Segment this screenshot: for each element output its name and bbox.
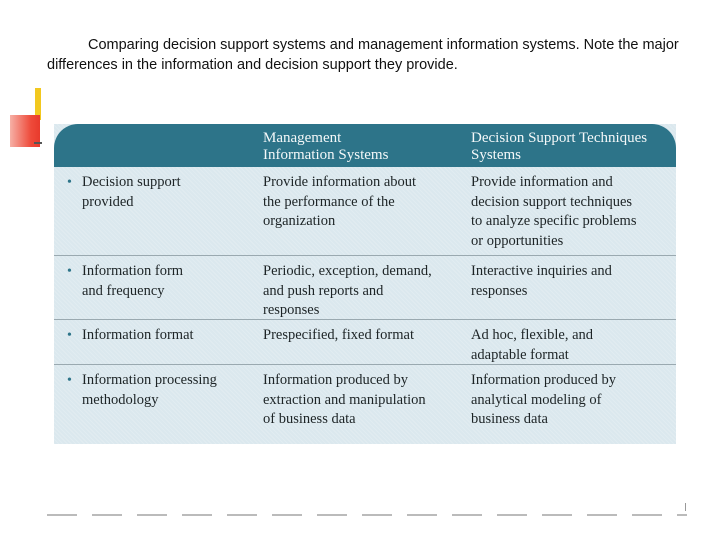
bullet-icon: • [67,328,72,343]
header-dss-line-1: Decision Support Techniques [471,130,648,146]
row-dss-cell [471,326,671,365]
row-mis-cell [263,262,463,321]
text-line: organization [263,213,336,229]
text-line: or opportunities [471,232,564,249]
table-row [54,167,676,256]
text-line: decision support techniques [471,193,633,210]
text-line: Information processing [82,372,217,388]
decor-dash [34,142,42,144]
row-label [82,371,257,410]
text-line: extraction and manipulation [263,391,426,408]
text-line: business data [471,411,548,427]
text-line: Information produced by [471,372,616,388]
text-line: Information format [82,327,194,343]
row-mis-cell [263,173,463,232]
row-dss-cell [471,371,671,430]
text-line: Periodic, exception, demand, [263,263,432,279]
table-row [54,256,676,320]
comparison-table [54,124,676,444]
text-line: and frequency [82,282,165,299]
text-line: Information form [82,263,184,279]
text-line: Interactive inquiries and [471,263,612,279]
text-line: Provide information about [263,174,417,190]
text-line: analytical modeling of [471,391,602,408]
header-dss [471,130,671,164]
text-line: responses [263,302,320,318]
row-mis-cell [263,371,463,430]
text-line: of business data [263,411,356,427]
text-line: to analyze specific problems [471,213,637,229]
row-dss-cell [471,262,671,301]
footer-tick [685,503,686,511]
footer-divider [47,514,687,516]
bullet-icon: • [67,373,72,388]
text-line: adaptable format [471,346,569,363]
header-dss-line-2: Systems [471,147,522,163]
header-mis-line-1: Management [263,130,342,146]
table-row [54,320,676,365]
bullet-icon: • [67,264,72,279]
text-line: Ad hoc, flexible, and [471,327,594,343]
text-line: and push reports and [263,282,384,299]
figure-caption: Comparing decision support systems and management information systems. Note the major differences in the information and decision support they provide. [47,37,679,73]
text-line: Information produced by [263,372,408,388]
text-line: the performance of the [263,193,395,210]
text-line: Decision support [82,174,181,190]
header-mis-line-2: Information Systems [263,147,389,163]
row-mis-cell [263,326,463,346]
header-mis [263,130,453,164]
row-label [82,326,257,346]
table-header [54,124,676,167]
text-line: Provide information and [471,174,613,190]
bullet-icon: • [67,175,72,190]
text-line: methodology [82,391,159,408]
text-line: Prespecified, fixed format [263,327,414,343]
text-line: responses [471,282,528,299]
text-line: provided [82,193,134,210]
table-row [54,365,676,444]
row-label [82,262,257,301]
row-dss-cell [471,173,671,251]
row-label [82,173,257,212]
